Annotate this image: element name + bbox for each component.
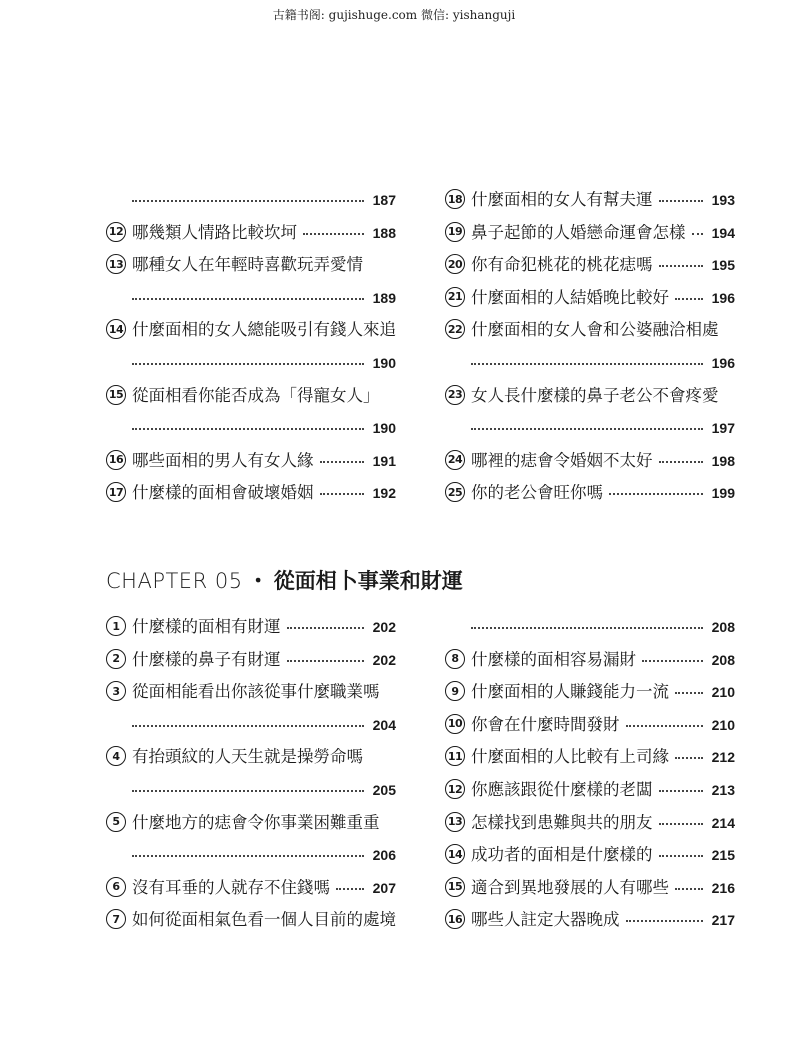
entry-title: 什麼樣的面相會破壞婚姻	[132, 483, 314, 503]
entry-number-badge: 12	[445, 779, 465, 799]
entry-number-badge: 12	[106, 222, 126, 242]
dot-leader	[675, 692, 703, 694]
dot-leader	[692, 233, 704, 235]
entry-page-number: 197	[711, 420, 735, 437]
entry-title: 女人長什麼樣的鼻子老公不會疼愛	[471, 385, 719, 405]
entry-page-number: 202	[372, 651, 396, 668]
entry-number-badge: 10	[445, 714, 465, 734]
entry-number-badge: 17	[106, 482, 126, 502]
toc-entry	[445, 186, 735, 214]
entry-number-badge: 22	[445, 319, 465, 339]
entry-page-number: 189	[372, 289, 396, 306]
entry-page-number: 195	[711, 257, 735, 274]
entry-title: 哪幾類人情路比較坎坷	[132, 222, 297, 242]
toc-entry	[445, 613, 735, 641]
entry-number-badge: 4	[106, 746, 126, 766]
toc-entry	[106, 711, 396, 739]
dot-leader	[675, 757, 703, 759]
entry-page-number: 213	[711, 782, 735, 798]
entry-page-number: 196	[711, 289, 735, 306]
entry-title: 什麼面相的女人會和公婆融洽相處	[471, 320, 719, 340]
dot-leader	[675, 888, 703, 890]
dot-leader	[471, 428, 703, 430]
entry-number-badge: 16	[106, 450, 126, 470]
dot-leader	[132, 200, 364, 202]
entry-title: 什麼樣的面相有財運	[132, 617, 281, 636]
toc-entry	[445, 219, 735, 247]
entry-number-badge: 16	[445, 909, 465, 929]
entry-number-badge: 6	[106, 877, 126, 897]
entry-title: 什麼樣的鼻子有財運	[132, 649, 281, 669]
toc-entry	[106, 479, 396, 507]
entry-number-badge: 19	[445, 222, 465, 242]
entry-page-number: 196	[711, 355, 735, 371]
toc-entry	[106, 809, 396, 837]
toc-entry	[106, 186, 396, 214]
dot-leader	[132, 855, 364, 857]
toc-entry	[106, 776, 396, 804]
toc-entry	[106, 906, 396, 934]
entry-page-number: 202	[372, 619, 396, 635]
entry-number-badge: 2	[106, 649, 126, 669]
entry-number-badge: 8	[445, 649, 465, 669]
dot-leader	[132, 428, 364, 430]
dot-leader	[659, 265, 704, 267]
entry-title: 什麼地方的痣會令你事業困難重重	[132, 812, 380, 832]
dot-leader	[659, 823, 704, 825]
dot-leader	[303, 233, 364, 235]
toc-entry	[106, 219, 396, 247]
entry-title: 你有命犯桃花的桃花痣嗎	[471, 255, 653, 275]
toc-entry	[445, 382, 735, 410]
toc-entry	[106, 613, 396, 641]
entry-page-number: 190	[372, 420, 396, 437]
entry-page-number: 187	[372, 192, 396, 208]
entry-title: 你應該跟從什麼樣的老闆	[471, 780, 653, 799]
dot-leader	[642, 660, 703, 662]
toc-entry	[445, 447, 735, 475]
entry-number-badge: 13	[445, 812, 465, 832]
dot-leader	[675, 298, 703, 300]
dot-leader	[659, 461, 704, 463]
entry-title: 什麼樣的面相容易漏財	[471, 649, 636, 669]
toc-entry	[445, 678, 735, 706]
entry-page-number: 210	[711, 684, 735, 701]
toc-entry	[445, 349, 735, 377]
entry-number-badge: 25	[445, 482, 465, 502]
entry-page-number: 191	[372, 452, 396, 469]
toc-entry	[106, 841, 396, 869]
entry-number-badge: 3	[106, 681, 126, 701]
toc-entry	[106, 678, 396, 706]
entry-page-number: 193	[711, 192, 735, 208]
toc-entry	[106, 646, 396, 674]
entry-number-badge: 5	[106, 812, 126, 832]
entry-title: 你的老公會旺你嗎	[471, 483, 603, 503]
toc-entry	[106, 874, 396, 902]
entry-title: 成功者的面相是什麼樣的	[471, 845, 653, 865]
dot-leader	[132, 725, 364, 727]
entry-title: 鼻子起節的人婚戀命運會怎樣	[471, 222, 686, 242]
entry-number-badge: 18	[445, 189, 465, 209]
toc-entry	[106, 251, 396, 279]
dot-leader	[132, 790, 364, 792]
entry-number-badge: 13	[106, 254, 126, 274]
entry-title: 有抬頭紋的人天生就是操勞命嗎	[132, 747, 363, 767]
entry-number-badge: 9	[445, 681, 465, 701]
chapter-title: 從面相卜事業和財運	[273, 568, 463, 593]
dot-leader	[320, 461, 365, 463]
entry-title: 怎樣找到患難與共的朋友	[471, 812, 653, 832]
dot-leader	[659, 855, 704, 857]
entry-page-number: 208	[711, 619, 735, 635]
entry-title: 什麼面相的人比較有上司緣	[471, 747, 669, 767]
dot-leader	[626, 920, 704, 922]
dot-leader	[336, 888, 364, 890]
entry-title: 如何從面相氣色看一個人目前的處境	[132, 910, 396, 930]
dot-leader	[471, 627, 703, 629]
entry-page-number: 188	[372, 224, 396, 241]
entry-page-number: 190	[372, 355, 396, 371]
entry-page-number: 207	[372, 879, 396, 896]
dot-leader	[287, 660, 365, 662]
toc-entry	[445, 646, 735, 674]
dot-leader	[471, 363, 703, 365]
entry-number-badge: 15	[106, 385, 126, 405]
toc-entry	[445, 841, 735, 869]
entry-number-badge: 20	[445, 254, 465, 274]
toc-entry	[106, 447, 396, 475]
entry-number-badge: 24	[445, 450, 465, 470]
toc-entry	[106, 316, 396, 344]
toc-entry	[106, 349, 396, 377]
entry-number-badge: 14	[445, 844, 465, 864]
toc-entry	[445, 284, 735, 312]
chapter-label: CHAPTER 05	[106, 569, 243, 593]
entry-page-number: 212	[711, 749, 735, 766]
entry-page-number: 215	[711, 847, 735, 864]
dot-leader	[132, 363, 364, 365]
entry-number-badge: 15	[445, 877, 465, 897]
toc-entry	[445, 251, 735, 279]
entry-title: 適合到異地發展的人有哪些	[471, 877, 669, 897]
toc-entry	[106, 284, 396, 312]
chapter-heading	[106, 565, 463, 595]
entry-number-badge: 14	[106, 319, 126, 339]
entry-page-number: 216	[711, 879, 735, 896]
dot-leader	[320, 493, 365, 495]
dot-leader	[659, 790, 704, 792]
entry-page-number: 217	[711, 912, 735, 929]
entry-page-number: 210	[711, 716, 735, 733]
toc-entry	[445, 316, 735, 344]
entry-title: 什麼面相的女人總能吸引有錢人來追	[132, 320, 396, 340]
entry-page-number: 199	[711, 485, 735, 502]
entry-page-number: 208	[711, 651, 735, 668]
toc-entry	[445, 414, 735, 442]
watermark-header: 古籍书阁: gujishuge.com 微信: yishanguji	[272, 8, 516, 22]
dot-leader	[132, 298, 364, 300]
entry-number-badge: 21	[445, 287, 465, 307]
entry-page-number: 192	[372, 485, 396, 502]
toc-entry	[106, 382, 396, 410]
toc-entry	[106, 743, 396, 771]
entry-number-badge: 7	[106, 909, 126, 929]
dot-leader	[609, 493, 703, 495]
dot-leader	[626, 725, 704, 727]
entry-number-badge: 23	[445, 385, 465, 405]
toc-entry	[445, 776, 735, 804]
toc-entry	[445, 874, 735, 902]
entry-title: 什麼面相的人賺錢能力一流	[471, 682, 669, 702]
entry-page-number: 214	[711, 814, 735, 831]
entry-page-number: 194	[711, 224, 735, 241]
toc-entry	[445, 743, 735, 771]
entry-title: 什麼面相的女人有幫夫運	[471, 190, 653, 209]
entry-title: 什麼面相的人結婚晚比較好	[471, 287, 669, 307]
entry-page-number: 204	[372, 716, 396, 733]
entry-number-badge: 1	[106, 616, 126, 636]
entry-page-number: 205	[372, 782, 396, 798]
entry-page-number: 206	[372, 847, 396, 864]
entry-number-badge: 11	[445, 746, 465, 766]
chapter-separator: ・	[247, 568, 269, 593]
toc-entry	[106, 414, 396, 442]
dot-leader	[287, 627, 365, 629]
entry-page-number: 198	[711, 452, 735, 469]
dot-leader	[659, 200, 704, 202]
entry-title: 哪裡的痣會令婚姻不太好	[471, 450, 653, 470]
toc-entry	[445, 479, 735, 507]
entry-title: 哪種女人在年輕時喜歡玩弄愛情	[132, 255, 363, 275]
toc-entry	[445, 711, 735, 739]
entry-title: 哪些人註定大器晚成	[471, 910, 620, 930]
toc-entry	[445, 809, 735, 837]
toc-entry	[445, 906, 735, 934]
entry-title: 你會在什麼時間發財	[471, 714, 620, 734]
entry-title: 沒有耳垂的人就存不住錢嗎	[132, 877, 330, 897]
entry-title: 從面相能看出你該從事什麼職業嗎	[132, 682, 380, 702]
entry-title: 哪些面相的男人有女人緣	[132, 450, 314, 470]
entry-title: 從面相看你能否成為「得寵女人」	[132, 385, 380, 405]
